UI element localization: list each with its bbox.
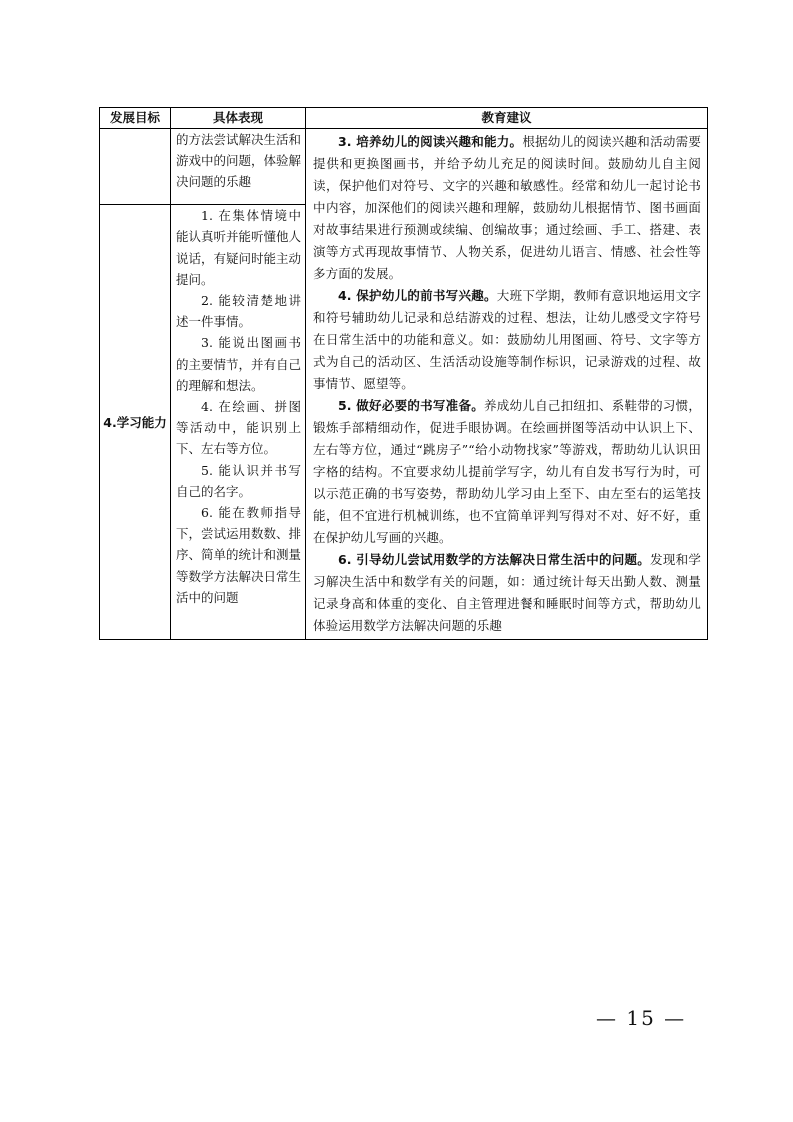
- advice-heading: 4. 保护幼儿的前书写兴趣。: [338, 288, 497, 303]
- advice-heading: 5. 做好必要的书写准备。: [338, 398, 485, 413]
- guidance-table: [99, 107, 708, 640]
- goal-cell-empty: [100, 129, 171, 205]
- advice-body: 大班下学期，教师有意识地运用文字和符号辅助幼儿记录和总结游戏的过程、想法，让幼儿感受文字符号在日常生活中的功能和意义。如：鼓励幼儿用图画、符号、文字等方式为自己的活动区、生活活动设施等制作标识，记录游戏的过程、故事情节、愿望等。: [313, 288, 702, 391]
- advice-body: 养成幼儿自己扣纽扣、系鞋带的习惯，锻炼手部精细动作，促进手眼协调。在绘画拼图等活动中认识上下、左右等方位，通过“跳房子”“给小动物找家”等游戏，帮助幼儿认识田字格的结构。不宜要求幼儿提前学写字，幼儿有自发书写行为时，可以示范正确的书写姿势，帮助幼儿学习由上至下、由左至右的运笔技能，但不宜进行机械训练，也不宜简单评判写得对不对、好不好，重在保护幼儿写画的兴趣。: [313, 398, 701, 545]
- advice-heading: 3. 培养幼儿的阅读兴趣和能力。: [338, 134, 523, 149]
- performance-item: 3. 能说出图画书的主要情节，并有自己的理解和想法。: [176, 335, 302, 393]
- advice-item: [313, 395, 701, 549]
- goal-cell: 4.学习能力: [100, 205, 171, 640]
- header-goal: 发展目标: [100, 108, 171, 129]
- advice-item: [313, 549, 701, 637]
- advice-cell: [306, 129, 708, 640]
- advice-item: [313, 131, 701, 285]
- performance-item: 4. 在绘画、拼图等活动中，能识别上下、左右等方位。: [176, 399, 301, 457]
- page-number: — 15 —: [596, 1006, 687, 1030]
- header-row: [100, 108, 708, 129]
- header-advice: 教育建议: [306, 108, 708, 129]
- performance-item: 6. 能在教师指导下，尝试运用数数、排序、简单的统计和测量等数学方法解决日常生活中的问题: [176, 505, 302, 605]
- performance-continued-text: 的方法尝试解决生活和游戏中的问题，体验解决问题的乐趣: [176, 132, 302, 190]
- header-performance: 具体表现: [171, 108, 306, 129]
- performance-cell: [171, 205, 306, 640]
- table-row: [100, 129, 708, 205]
- advice-heading: 6. 引导幼儿尝试用数学的方法解决日常生活中的问题。: [338, 552, 651, 567]
- performance-item: 5. 能认识并书写自己的名字。: [176, 462, 301, 499]
- performance-item: 1. 在集体情境中能认真听并能听懂他人说话，有疑问时能主动提问。: [176, 208, 302, 287]
- advice-item: [313, 285, 701, 395]
- performance-cell-continued: [171, 129, 306, 205]
- advice-body: 发现和学习解决生活中和数学有关的问题，如：通过统计每天出勤人数、测量记录身高和体重的变化、自主管理进餐和睡眠时间等方式，帮助幼儿体验运用数学方法解决问题的乐趣: [313, 552, 701, 633]
- performance-item: 2. 能较清楚地讲述一件事情。: [176, 293, 301, 330]
- advice-body: 根据幼儿的阅读兴趣和活动需要提供和更换图画书，并给予幼儿充足的阅读时间。鼓励幼儿自主阅读，保护他们对符号、文字的兴趣和敏感性。经常和幼儿一起讨论书中内容，加深他们的阅读兴趣和理解，鼓励幼儿根据情节、图书画面对故事结果进行预测或续编、创编故事；通过绘画、手工、搭建、表演等方式再现故事情节、人物关系，促进幼儿语言、情感、社会性等多方面的发展。: [313, 134, 702, 281]
